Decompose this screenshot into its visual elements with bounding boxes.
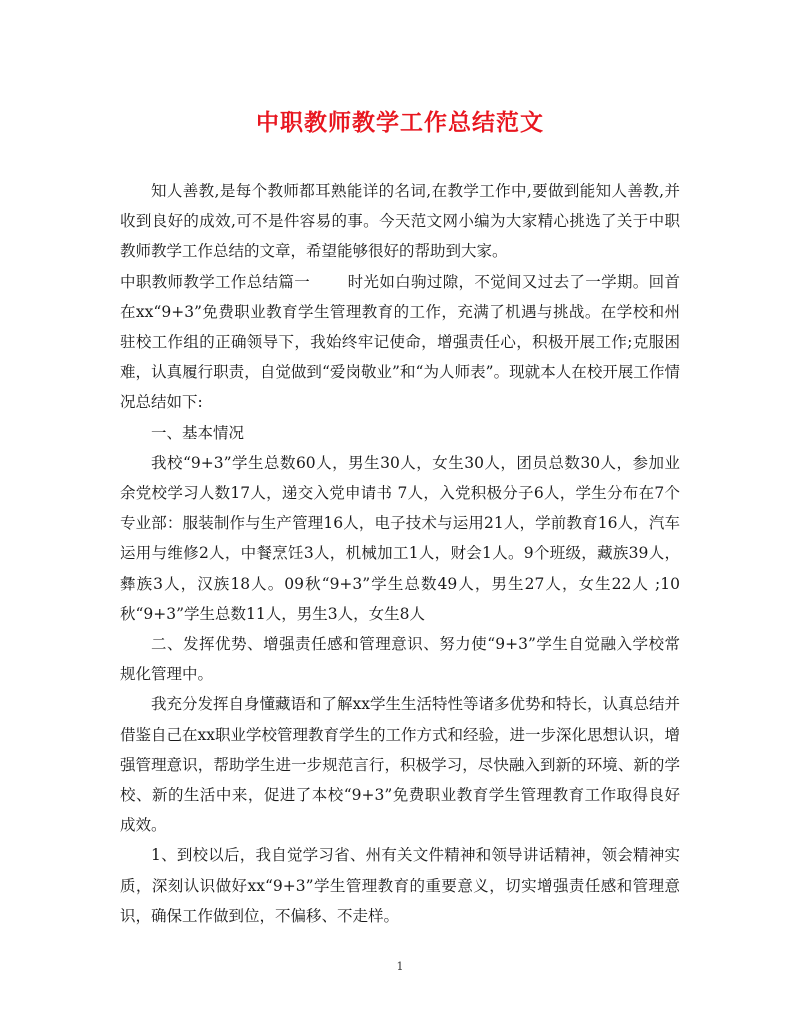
- page-number: 1: [396, 960, 404, 973]
- section-paragraph: [120, 267, 680, 418]
- heading-basic-situation: 一、基本情况: [151, 423, 245, 442]
- heading-advantages: 二、发挥优势、增强责任感和管理意识、努力使“9+3”学生自觉融入学校常规化管理中。: [120, 635, 680, 684]
- statistics-paragraph: 我校“9+3”学生总数60人，男生30人，女生30人，团员总数30人，参加业余党校学习人数17人，递交入党申请书 7人，入党积极分子6人，学生分布在7个专业部：服装制作与生产管理16人，电子技术与运用21人，学前教育16人，汽车运用与维修2人，中餐烹饪3人，机械加工1人，财会1人。9个班级，藏族39人，彝族3人，汉族18人。09秋“9+3”学生总数49人，男生27人，女生22人 ;10秋“9+3”学生总数11人，男生3人，女生8人: [120, 453, 680, 623]
- document-title: 中职教师教学工作总结范文: [256, 109, 544, 136]
- section-heading: 中职教师教学工作总结篇一: [120, 272, 311, 291]
- point-one-paragraph: 1、到校以后，我自觉学习省、州有关文件精神和领导讲话精神，领会精神实质，深刻认识做好xx“9+3”学生管理教育的重要意义，切实增强责任感和管理意识，确保工作做到位，不偏移、不走样。: [120, 846, 680, 925]
- section-opening-text: 时光如白驹过隙，不觉间又过去了一学期。回首在xx“9+3”免费职业教育学生管理教育的工作，充满了机遇与挑战。在学校和州驻校工作组的正确领导下，我始终牢记使命，增强责任心，积极开展工作;克服困难，认真履行职责，自觉做到“爱岗敬业”和“为人师表”。现就本人在校开展工作情况总结如下:: [120, 272, 680, 412]
- document-body: [120, 176, 680, 931]
- advantages-paragraph: 我充分发挥自身懂藏语和了解xx学生生活特性等诸多优势和特长，认真总结并借鉴自己在xx职业学校管理教育学生的工作方式和经验，进一步深化思想认识，增强管理意识，帮助学生进一步规范言行，积极学习，尽快融入到新的环境、新的学校、新的生活中来，促进了本校“9+3”免费职业教育学生管理教育工作取得良好成效。: [120, 695, 680, 835]
- intro-paragraph: 知人善教,是每个教师都耳熟能详的名词,在教学工作中,要做到能知人善教,并收到良好的成效,可不是件容易的事。今天范文网小编为大家精心挑选了关于中职教师教学工作总结的文章，希望能够很好的帮助到大家。: [120, 182, 680, 261]
